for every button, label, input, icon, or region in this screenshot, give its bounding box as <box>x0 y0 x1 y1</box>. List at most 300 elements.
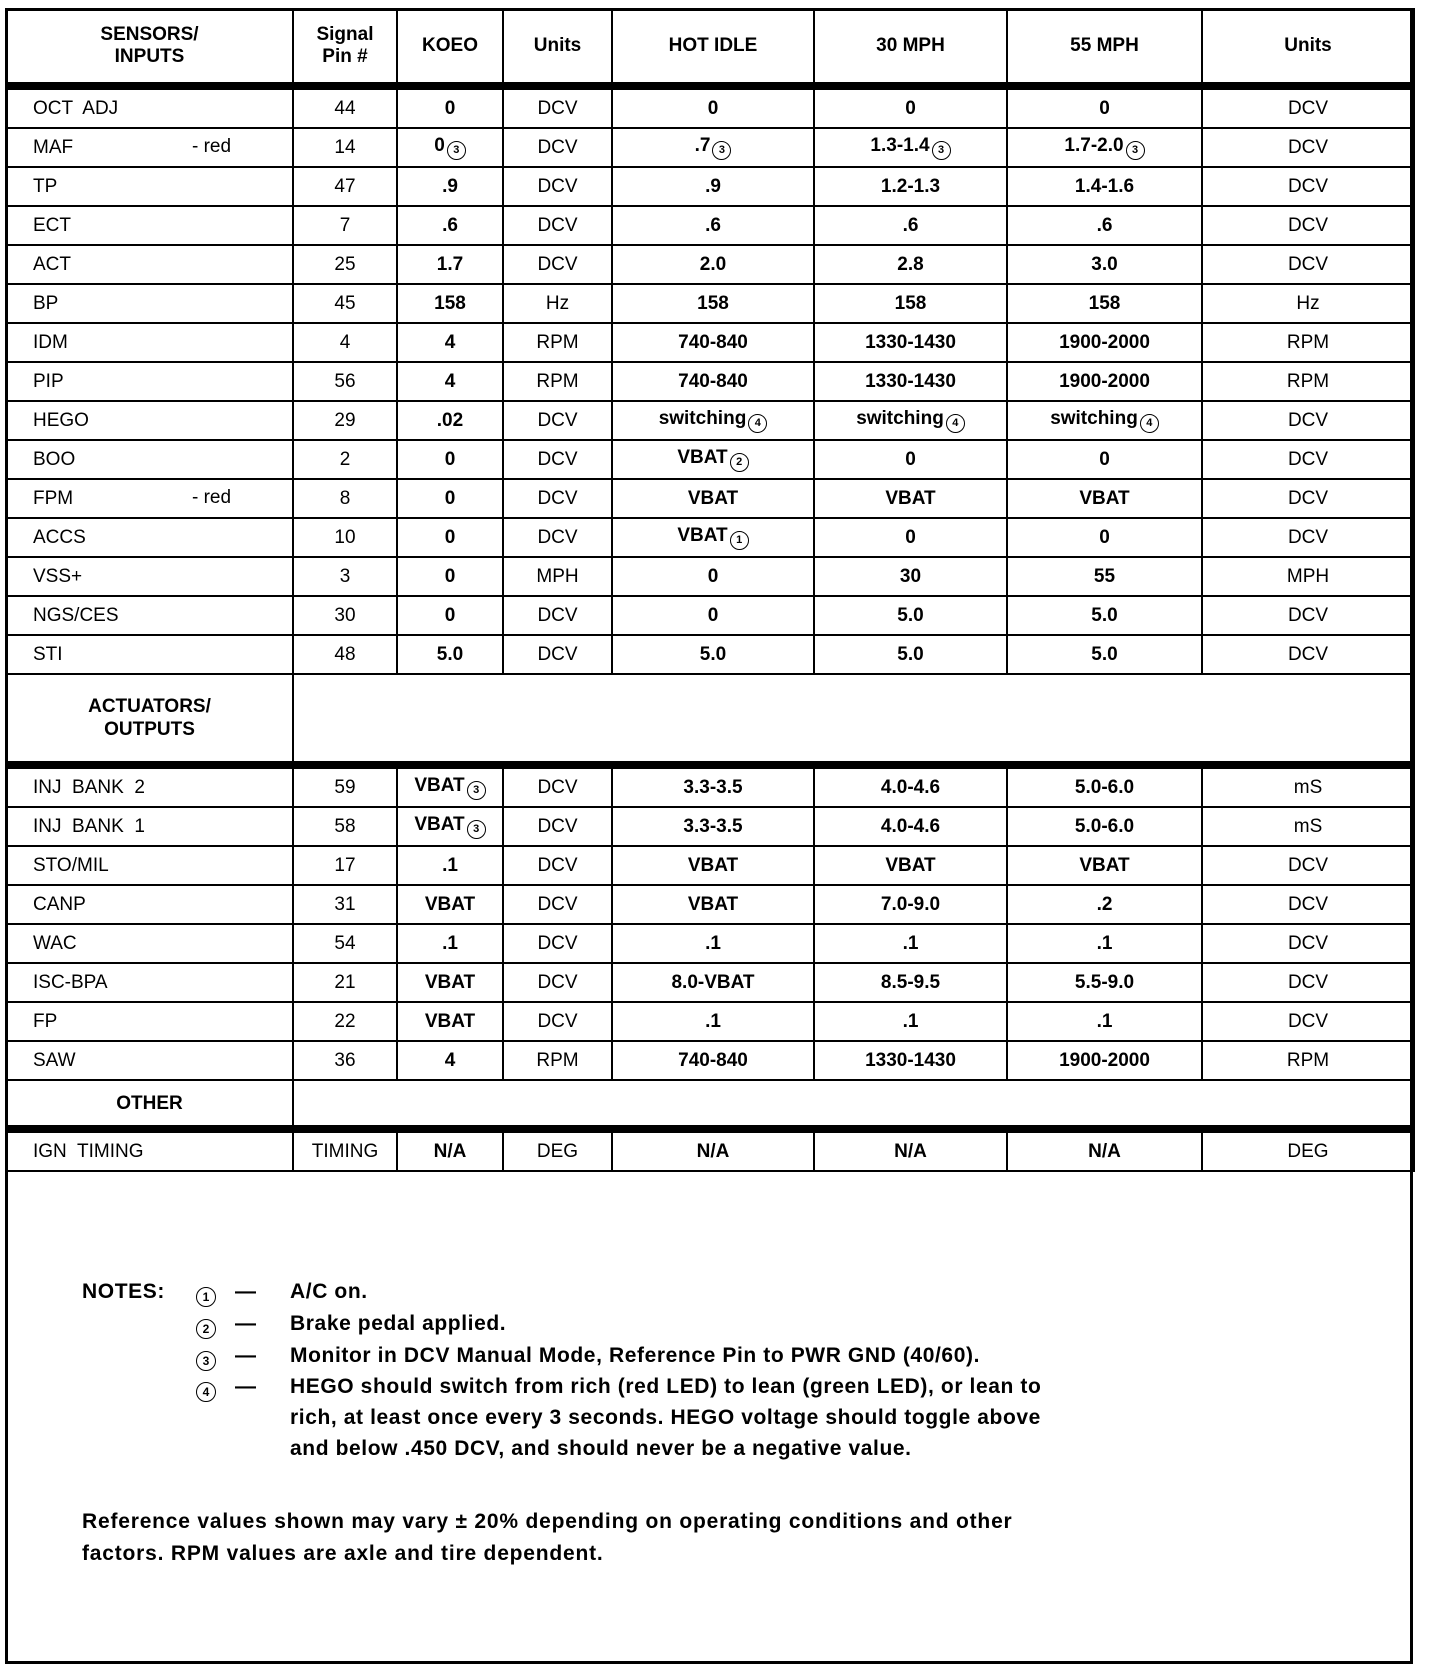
cell-value: 1900-2000 <box>1059 1049 1150 1071</box>
pin-cell <box>293 323 397 362</box>
cell-value: 4 <box>444 370 456 392</box>
cell-value: 4 <box>444 331 456 353</box>
cell-value: 1.7 <box>436 253 464 275</box>
note-text-line: and below .450 DCV, and should never be a negative value. <box>290 1437 912 1460</box>
cell-value: 59 <box>334 776 356 798</box>
cell-value: 0 <box>444 448 456 470</box>
header-55-mph: 55 MPH <box>1007 9 1202 86</box>
mph55-cell <box>1007 128 1202 167</box>
cell-value: 1900-2000 <box>1059 370 1150 392</box>
other-body <box>6 1129 1414 1171</box>
note-marker <box>196 1347 216 1371</box>
units-cell <box>503 1002 612 1041</box>
units-cell <box>503 765 612 807</box>
units-cell <box>503 635 612 674</box>
mph55-cell <box>1007 557 1202 596</box>
component-name: OCT ADJ <box>33 97 119 119</box>
pin-cell <box>293 885 397 924</box>
cell-value: N/A <box>433 1140 467 1162</box>
table-row <box>6 596 1414 635</box>
pin-cell <box>293 635 397 674</box>
footnote-circled-number-icon: 4 <box>748 414 767 433</box>
name-cell <box>6 1002 293 1041</box>
cell-value: 0 <box>707 97 719 119</box>
cell-value: 25 <box>334 253 356 275</box>
actuators-section <box>6 674 1414 765</box>
cell-value: VBAT <box>424 1010 476 1032</box>
cell-value: 0 <box>434 135 445 156</box>
actuators-body <box>6 765 1414 1080</box>
units-cell <box>503 362 612 401</box>
note-text-line: Monitor in DCV Manual Mode, Reference Pin to PWR GND (40/60). <box>290 1344 980 1367</box>
cell-value: 0 <box>905 448 916 470</box>
cell-value: DCV <box>537 854 578 876</box>
hot-idle-cell <box>612 924 814 963</box>
cell-value: 10 <box>334 526 356 548</box>
koeo-cell <box>397 167 503 206</box>
mph30-cell <box>814 1129 1007 1171</box>
units-cell <box>503 557 612 596</box>
table-row <box>6 1041 1414 1080</box>
pin-cell <box>293 362 397 401</box>
component-name: IGN TIMING <box>33 1140 144 1162</box>
mph30-cell <box>814 128 1007 167</box>
units2-cell <box>1202 557 1414 596</box>
koeo-cell <box>397 86 503 128</box>
units-cell <box>503 846 612 885</box>
mph55-cell <box>1007 284 1202 323</box>
mph55-cell <box>1007 846 1202 885</box>
cell-value: 5.5-9.0 <box>1074 971 1135 993</box>
hot-idle-cell <box>612 885 814 924</box>
cell-value: 2 <box>339 448 351 470</box>
mph55-cell <box>1007 924 1202 963</box>
component-name: ACT <box>33 253 71 275</box>
cell-value: DCV <box>537 97 578 119</box>
component-name: STI <box>33 643 63 665</box>
cell-value: DCV <box>1287 893 1329 915</box>
hot-idle-cell <box>612 807 814 846</box>
cell-value: VBAT <box>885 487 936 509</box>
pin-cell <box>293 440 397 479</box>
footnote-circled-number-icon: 3 <box>447 141 466 160</box>
name-cell <box>6 518 293 557</box>
cell-value: N/A <box>894 1140 927 1162</box>
hot-idle-cell <box>612 846 814 885</box>
mph55-cell <box>1007 885 1202 924</box>
cell-value: DCV <box>537 409 578 431</box>
cell-value: 0 <box>707 565 719 587</box>
pin-cell <box>293 1041 397 1080</box>
koeo-cell <box>397 885 503 924</box>
cell-value: 2.0 <box>699 253 727 275</box>
hot-idle-cell <box>612 1002 814 1041</box>
hot-idle-cell <box>612 86 814 128</box>
cell-value: 56 <box>334 370 356 392</box>
hot-idle-cell <box>612 765 814 807</box>
header-30-mph: 30 MPH <box>814 9 1007 86</box>
cell-value: 5.0-6.0 <box>1074 815 1135 837</box>
name-cell <box>6 557 293 596</box>
cell-value: 30 <box>899 565 922 587</box>
mph30-cell <box>814 807 1007 846</box>
koeo-cell <box>397 323 503 362</box>
cell-value: DCV <box>1287 971 1329 993</box>
cell-value: 0 <box>444 604 456 626</box>
name-cell <box>6 885 293 924</box>
pin-cell <box>293 245 397 284</box>
table-row <box>6 362 1414 401</box>
cell-value: 0 <box>444 97 456 119</box>
units2-cell <box>1202 167 1414 206</box>
cell-value: DCV <box>537 893 578 915</box>
pin-cell <box>293 479 397 518</box>
hot-idle-cell <box>612 518 814 557</box>
cell-value: 0 <box>707 604 719 626</box>
koeo-cell <box>397 401 503 440</box>
mph55-cell <box>1007 323 1202 362</box>
units-cell <box>503 518 612 557</box>
note-marker <box>196 1315 216 1339</box>
hot-idle-cell <box>612 323 814 362</box>
cell-value: 8.0-VBAT <box>671 971 755 993</box>
units2-cell <box>1202 284 1414 323</box>
header-units-2: Units <box>1202 9 1414 86</box>
cell-value: DCV <box>1287 97 1329 119</box>
cell-value: 5.0 <box>1091 643 1118 665</box>
cell-value: DCV <box>1287 854 1329 876</box>
cell-value: 0 <box>1099 448 1110 470</box>
mph30-cell <box>814 846 1007 885</box>
mph55-cell <box>1007 1041 1202 1080</box>
note-text-line: HEGO should switch from rich (red LED) to lean (green LED), or lean to <box>290 1375 1042 1398</box>
table-row <box>6 284 1414 323</box>
cell-value: DCV <box>1287 604 1329 626</box>
name-cell <box>6 401 293 440</box>
cell-value: VBAT <box>677 525 728 546</box>
name-cell <box>6 323 293 362</box>
cell-value: 7.0-9.0 <box>880 893 941 915</box>
hot-idle-cell <box>612 635 814 674</box>
note-marker <box>196 1378 216 1402</box>
component-name: ECT <box>33 214 71 236</box>
cell-value: RPM <box>1286 331 1330 353</box>
cell-value: .1 <box>1096 1010 1113 1032</box>
units-cell <box>503 596 612 635</box>
table-row <box>6 1129 1414 1171</box>
section-label-other: OTHER <box>6 1080 293 1129</box>
cell-value: .1 <box>902 1010 919 1032</box>
mph55-cell <box>1007 440 1202 479</box>
mph30-cell <box>814 1041 1007 1080</box>
units2-cell <box>1202 86 1414 128</box>
units-cell <box>503 284 612 323</box>
cell-value: DCV <box>1287 643 1329 665</box>
cell-value: .1 <box>1096 932 1113 954</box>
hot-idle-cell <box>612 596 814 635</box>
cell-value: DCV <box>537 487 578 509</box>
mph30-cell <box>814 479 1007 518</box>
name-cell <box>6 167 293 206</box>
units2-cell <box>1202 963 1414 1002</box>
cell-value: 158 <box>697 292 729 314</box>
pin-cell <box>293 807 397 846</box>
name-cell <box>6 924 293 963</box>
cell-value: DCV <box>1287 136 1329 158</box>
cell-value: 3 <box>339 565 351 587</box>
cell-value: VBAT <box>677 447 728 468</box>
cell-value: DCV <box>537 448 578 470</box>
cell-value: DCV <box>537 643 578 665</box>
units2-cell <box>1202 206 1414 245</box>
cell-value: RPM <box>536 370 579 392</box>
mph30-cell <box>814 206 1007 245</box>
cell-value: DCV <box>537 604 578 626</box>
koeo-cell <box>397 245 503 284</box>
units-cell <box>503 167 612 206</box>
table-row <box>6 167 1414 206</box>
koeo-cell <box>397 1002 503 1041</box>
header-hot-idle: HOT IDLE <box>612 9 814 86</box>
cell-value: RPM <box>536 1049 579 1071</box>
name-cell <box>6 635 293 674</box>
cell-value: .1 <box>902 932 919 954</box>
koeo-cell <box>397 284 503 323</box>
mph55-cell <box>1007 765 1202 807</box>
units2-cell <box>1202 807 1414 846</box>
component-name: HEGO <box>33 409 89 431</box>
cell-value: VBAT <box>414 775 465 796</box>
units-cell <box>503 323 612 362</box>
hot-idle-cell <box>612 284 814 323</box>
cell-value: DCV <box>537 175 578 197</box>
cell-value: 1330-1430 <box>865 1049 956 1071</box>
cell-value: VBAT <box>424 971 476 993</box>
cell-value: TIMING <box>311 1140 379 1162</box>
pin-cell <box>293 963 397 1002</box>
cell-value: VBAT <box>414 814 465 835</box>
name-cell <box>6 86 293 128</box>
units2-cell <box>1202 479 1414 518</box>
mph30-cell <box>814 86 1007 128</box>
cell-value: 31 <box>334 893 356 915</box>
table-row <box>6 924 1414 963</box>
cell-value: .9 <box>442 175 458 197</box>
hot-idle-cell <box>612 167 814 206</box>
cell-value: DCV <box>1287 932 1329 954</box>
wire-color-suffix: - red <box>192 486 232 508</box>
component-name: PIP <box>33 370 64 392</box>
table-row <box>6 206 1414 245</box>
cell-value: 47 <box>334 175 356 197</box>
section-label-actuators-outputs: ACTUATORS/ OUTPUTS <box>6 674 293 765</box>
footnote-circled-number-icon: 4 <box>946 414 965 433</box>
units-cell <box>503 128 612 167</box>
cell-value: 5.0 <box>897 604 924 626</box>
cell-value: 21 <box>334 971 356 993</box>
cell-value: RPM <box>1286 370 1330 392</box>
pin-cell <box>293 846 397 885</box>
table-row <box>6 557 1414 596</box>
section-row-actuators <box>6 674 1414 765</box>
units-cell <box>503 1041 612 1080</box>
footnote-circled-number-icon: 3 <box>467 781 486 800</box>
name-cell <box>6 206 293 245</box>
cell-value: 55 <box>1093 565 1116 587</box>
component-name: STO/MIL <box>33 854 109 876</box>
cell-value: DCV <box>1287 175 1329 197</box>
cell-value: .1 <box>442 932 458 954</box>
koeo-cell <box>397 846 503 885</box>
name-cell <box>6 963 293 1002</box>
mph55-cell <box>1007 167 1202 206</box>
cell-value: DCV <box>537 971 578 993</box>
mph55-cell <box>1007 362 1202 401</box>
cell-value: DCV <box>537 815 578 837</box>
component-name: FP <box>33 1010 58 1032</box>
units2-cell <box>1202 1041 1414 1080</box>
cell-value: DCV <box>537 526 578 548</box>
cell-value: 0 <box>444 526 456 548</box>
mph30-cell <box>814 284 1007 323</box>
mph55-cell <box>1007 86 1202 128</box>
cell-value: 3.0 <box>1091 253 1118 275</box>
other-section <box>6 1080 1414 1129</box>
koeo-cell <box>397 924 503 963</box>
koeo-cell <box>397 1129 503 1171</box>
pin-cell <box>293 128 397 167</box>
section-row-other <box>6 1080 1414 1129</box>
component-name: CANP <box>33 893 86 915</box>
units2-cell <box>1202 323 1414 362</box>
units-cell <box>503 86 612 128</box>
name-cell <box>6 1129 293 1171</box>
note-marker <box>196 1283 216 1307</box>
cell-value: 0 <box>1099 526 1110 548</box>
cell-value: 4.0-4.6 <box>880 815 941 837</box>
koeo-cell <box>397 557 503 596</box>
reference-disclaimer-line-1: Reference values shown may vary ± 20% depending on operating conditions and other <box>82 1510 1013 1533</box>
table-row <box>6 635 1414 674</box>
units2-cell <box>1202 765 1414 807</box>
pin-cell <box>293 1129 397 1171</box>
cell-value: 0 <box>905 526 916 548</box>
component-name: BOO <box>33 448 76 470</box>
table-row <box>6 963 1414 1002</box>
name-cell <box>6 128 293 167</box>
cell-value: 5.0 <box>897 643 924 665</box>
mph55-cell <box>1007 206 1202 245</box>
mph55-cell <box>1007 1002 1202 1041</box>
hot-idle-cell <box>612 245 814 284</box>
cell-value: DEG <box>1287 1140 1329 1162</box>
sensors-body <box>6 86 1414 674</box>
cell-value: 158 <box>894 292 927 314</box>
section-blank <box>293 1080 1414 1129</box>
pin-cell <box>293 518 397 557</box>
table-row <box>6 479 1414 518</box>
mph30-cell <box>814 557 1007 596</box>
em-dash: — <box>235 1375 257 1398</box>
pin-cell <box>293 557 397 596</box>
component-name: TP <box>33 175 58 197</box>
mph55-cell <box>1007 479 1202 518</box>
mph55-cell <box>1007 245 1202 284</box>
footnote-circled-number-icon: 2 <box>730 453 749 472</box>
cell-value: 22 <box>334 1010 356 1032</box>
name-cell <box>6 284 293 323</box>
cell-value: 8.5-9.5 <box>880 971 941 993</box>
cell-value: 1900-2000 <box>1059 331 1150 353</box>
units-cell <box>503 401 612 440</box>
cell-value: 54 <box>334 932 356 954</box>
cell-value: .6 <box>902 214 919 236</box>
units-cell <box>503 440 612 479</box>
cell-value: RPM <box>536 331 579 353</box>
units2-cell <box>1202 596 1414 635</box>
component-name: VSS+ <box>33 565 83 587</box>
mph30-cell <box>814 963 1007 1002</box>
cell-value: DCV <box>537 776 578 798</box>
cell-value: 3.3-3.5 <box>683 815 743 837</box>
table-row <box>6 765 1414 807</box>
cell-value: 3.3-3.5 <box>683 776 743 798</box>
cell-value: 740-840 <box>678 331 748 353</box>
cell-value: 45 <box>334 292 356 314</box>
component-name: BP <box>33 292 59 314</box>
table-row <box>6 1002 1414 1041</box>
units-cell <box>503 807 612 846</box>
mph30-cell <box>814 440 1007 479</box>
pin-cell <box>293 167 397 206</box>
notes-label: NOTES: <box>82 1280 165 1303</box>
cell-value: MPH <box>1286 565 1330 587</box>
cell-value: VBAT <box>1079 854 1130 876</box>
units-cell <box>503 924 612 963</box>
em-dash: — <box>235 1312 257 1335</box>
units2-cell <box>1202 635 1414 674</box>
mph30-cell <box>814 635 1007 674</box>
header-sensors-inputs: SENSORS/ INPUTS <box>6 9 293 86</box>
koeo-cell <box>397 440 503 479</box>
cell-value: 1330-1430 <box>865 370 956 392</box>
table-row <box>6 323 1414 362</box>
cell-value: VBAT <box>1079 487 1130 509</box>
cell-value: DCV <box>537 932 578 954</box>
pin-cell <box>293 401 397 440</box>
sensor-reference-table <box>5 8 1415 1172</box>
units2-cell <box>1202 1002 1414 1041</box>
cell-value: .6 <box>705 214 721 236</box>
footnote-circled-number-icon: 1 <box>730 531 749 550</box>
cell-value: Hz <box>1296 292 1320 314</box>
cell-value: 8 <box>339 487 351 509</box>
footnote-circled-number-icon: 3 <box>467 820 486 839</box>
pin-cell <box>293 284 397 323</box>
koeo-cell <box>397 518 503 557</box>
cell-value: DEG <box>536 1140 579 1162</box>
cell-value: 4.0-4.6 <box>880 776 941 798</box>
table-row <box>6 885 1414 924</box>
cell-value: 2.8 <box>897 253 924 275</box>
units-cell <box>503 245 612 284</box>
units2-cell <box>1202 128 1414 167</box>
cell-value: 14 <box>334 136 356 158</box>
cell-value: .6 <box>1096 214 1113 236</box>
cell-value: 1.2-1.3 <box>880 175 941 197</box>
mph30-cell <box>814 596 1007 635</box>
cell-value: .1 <box>705 932 721 954</box>
